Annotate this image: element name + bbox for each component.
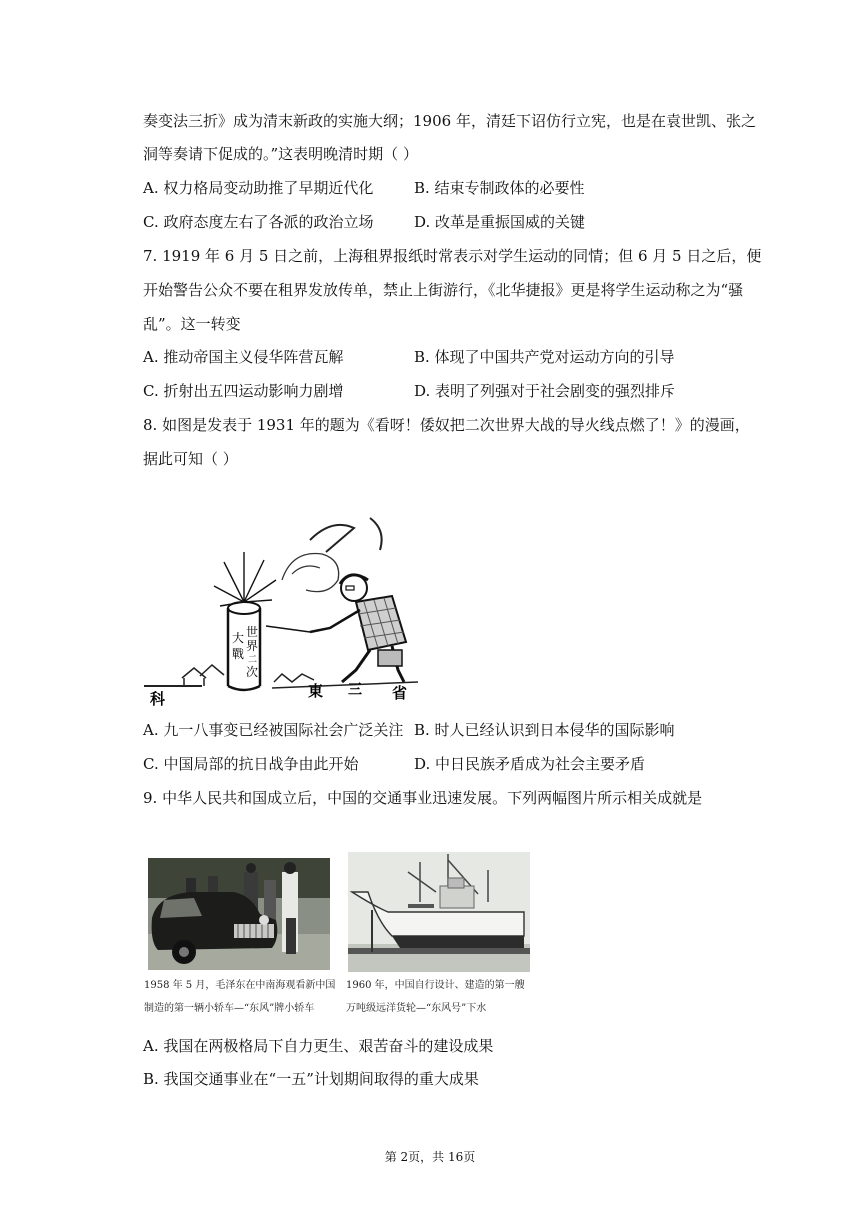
q6-option-d[interactable]: D. 改革是重振国威的关键	[414, 213, 586, 231]
cartoon-figure	[142, 510, 422, 710]
q8-option-b[interactable]: B. 时人已经认识到日本侵华的国际影响	[414, 721, 675, 739]
page-footer: 第 2页，共 16页	[384, 1150, 476, 1164]
q7-stem-line3: 乱”。这一转变	[143, 315, 241, 333]
cartoon-label-ci: 次	[246, 665, 259, 679]
q7-option-b[interactable]: B. 体现了中国共产党对运动方向的引导	[414, 348, 675, 366]
cartoon-label-ke: 科	[150, 690, 166, 708]
q9-option-b[interactable]: B. 我国交通事业在“一五”计划期间取得的重大成果	[143, 1070, 479, 1088]
q7-option-c[interactable]: C. 折射出五四运动影响力剧增	[143, 382, 344, 400]
q8-stem-line1: 8. 如图是发表于 1931 年的题为《看呀！倭奴把二次世界大战的导火线点燃了！》的漫画，	[143, 416, 750, 434]
q8-option-d[interactable]: D. 中日民族矛盾成为社会主要矛盾	[414, 755, 646, 773]
q6-option-b[interactable]: B. 结束专制政体的必要性	[414, 179, 585, 197]
q7-stem-line2: 开始警告公众不要在租界发放传单，禁止上街游行，《北华捷报》更是将学生运动称之为“骚	[143, 281, 744, 299]
cartoon-label-san: 三	[348, 682, 362, 698]
photo-ship	[348, 852, 530, 972]
photo-car	[148, 858, 330, 970]
q6-option-a[interactable]: A. 权力格局变动助推了早期近代化	[143, 179, 374, 197]
cartoon-label-jie: 界	[246, 639, 259, 653]
q6-stem-line2: 洞等奏请下促成的。”这表明晚清时期（ ）	[143, 145, 418, 163]
q6-stem-line1: 奏变法三折》成为清末新政的实施大纲；1906 年，清廷下诏仿行立宪，也是在袁世凯、张之	[143, 112, 756, 130]
q8-option-a[interactable]: A. 九一八事变已经被国际社会广泛关注	[143, 721, 404, 739]
cartoon-label-zhan: 戰	[232, 647, 245, 661]
q9-stem-line1: 9. 中华人民共和国成立后，中国的交通事业迅速发展。下列两幅图片所示相关成就是	[143, 789, 703, 807]
photo-ship-caption-line2: 万吨级远洋货轮—“东风号”下水	[346, 1003, 487, 1014]
q7-stem-line1: 7. 1919 年 6 月 5 日之前，上海租界报纸时常表示对学生运动的同情；但 6 月 5 日之后，便	[143, 247, 762, 265]
cartoon-illustration	[142, 510, 422, 710]
q8-option-c[interactable]: C. 中国局部的抗日战争由此开始	[143, 755, 359, 773]
q7-option-a[interactable]: A. 推动帝国主义侵华阵营瓦解	[143, 348, 344, 366]
cartoon-label-da: 大	[232, 631, 245, 645]
cartoon-label-shi: 世	[246, 625, 259, 639]
photo-car-caption-line1: 1958 年 5 月，毛泽东在中南海观看新中国	[144, 980, 336, 991]
photo-car-caption-line2: 制造的第一辆小轿车—“东风”牌小轿车	[144, 1003, 315, 1014]
q7-option-d[interactable]: D. 表明了列强对于社会剧变的强烈排斥	[414, 382, 676, 400]
q8-stem-line2: 据此可知（ ）	[143, 450, 238, 468]
cartoon-label-er: 二	[248, 655, 258, 665]
cartoon-label-sheng: 省	[392, 684, 408, 702]
photo-ship-caption-line1: 1960 年，中国自行设计、建造的第一艘	[346, 980, 525, 991]
q6-option-c[interactable]: C. 政府态度左右了各派的政治立场	[143, 213, 374, 231]
cartoon-label-dong: 東	[308, 682, 324, 700]
q9-option-a[interactable]: A. 我国在两极格局下自力更生、艰苦奋斗的建设成果	[143, 1037, 494, 1055]
